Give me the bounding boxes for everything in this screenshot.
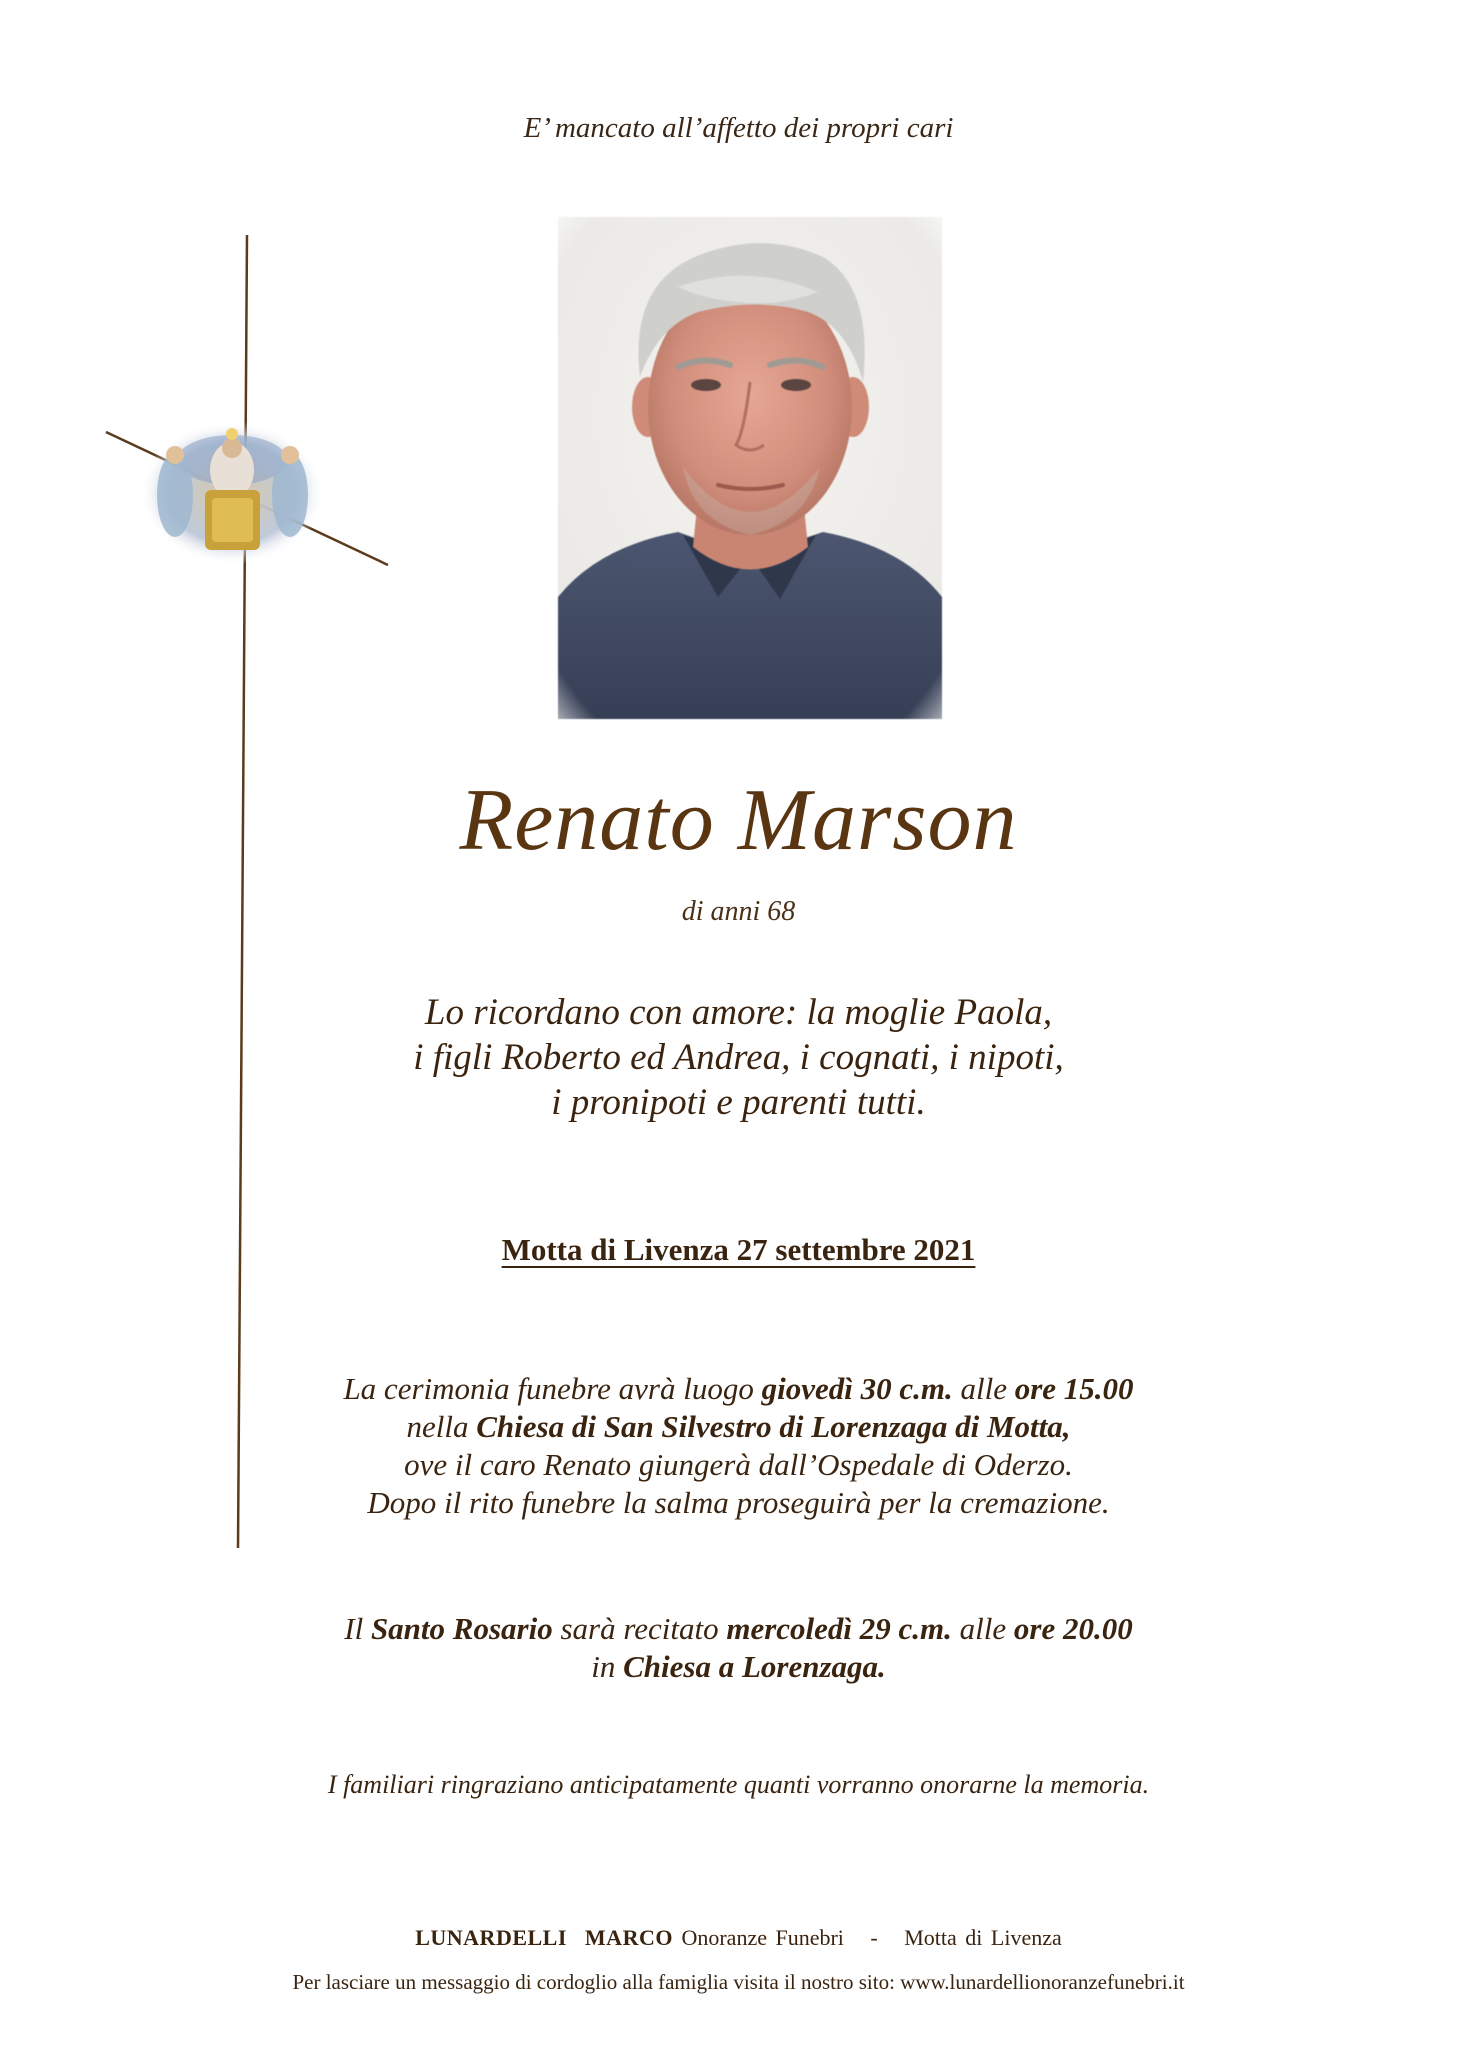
deceased-age: di anni 68 <box>681 896 796 927</box>
place-date-text: Motta di Livenza 27 settembre 2021 <box>501 1232 976 1267</box>
madonna-oval-image <box>140 421 324 565</box>
place-date <box>0 1232 1477 1268</box>
thanks-line: I familiari ringraziano anticipatamente quanti vorranno onorarne la memoria. <box>327 1770 1150 1799</box>
rosary-text: Il <box>344 1611 371 1646</box>
ceremony-line <box>0 1370 1477 1408</box>
ceremony-text: La cerimonia funebre avrà luogo <box>343 1371 762 1406</box>
deceased-name: Renato Marson <box>459 772 1018 869</box>
ceremony-line <box>0 1408 1477 1446</box>
agency-separator: - <box>870 1925 878 1950</box>
rosary-title: Santo Rosario <box>370 1611 553 1646</box>
agency-type: Onoranze Funebri <box>681 1925 844 1950</box>
mourners-line: i pronipoti e parenti tutti. <box>551 1082 926 1123</box>
rosary-text: sarà recitato <box>552 1611 727 1646</box>
mourners-line: i figli Roberto ed Andrea, i cognati, i nipoti, <box>413 1037 1064 1078</box>
rosary-text: in <box>591 1649 624 1684</box>
rosary-info <box>0 1610 1477 1686</box>
ceremony-text: nella <box>406 1409 477 1444</box>
agency-name: LUNARDELLI MARCO <box>415 1925 673 1950</box>
ceremony-text: alle <box>952 1371 1015 1406</box>
ceremony-info <box>0 1370 1477 1522</box>
rosary-text: alle <box>951 1611 1014 1646</box>
intro-line: E’ mancato all’affetto dei propri cari <box>523 112 954 144</box>
ceremony-line: ove il caro Renato giungerà dall’Ospedale di Oderzo. <box>404 1447 1073 1482</box>
rosary-time: ore 20.00 <box>1013 1611 1133 1646</box>
rosary-day: mercoledì 29 c.m. <box>726 1611 952 1646</box>
ceremony-church: Chiesa di San Silvestro di Lorenzaga di Motta, <box>476 1409 1071 1444</box>
footer-agency <box>0 1925 1477 1951</box>
ceremony-time: ore 15.00 <box>1014 1371 1134 1406</box>
agency-town: Motta di Livenza <box>904 1925 1062 1950</box>
ceremony-line: Dopo il rito funebre la salma proseguirà per la cremazione. <box>367 1485 1110 1520</box>
rosary-line <box>0 1648 1477 1686</box>
rosary-line <box>0 1610 1477 1648</box>
rosary-church: Chiesa a Lorenzaga. <box>623 1649 886 1684</box>
mourners-line: Lo ricordano con amore: la moglie Paola, <box>424 992 1053 1033</box>
portrait-photo <box>558 217 942 719</box>
footer-website-message: Per lasciare un messaggio di cordoglio alla famiglia visita il nostro sito: www.lunardellionoranzefunebri.it <box>292 1970 1185 1994</box>
mourners-text <box>0 990 1477 1125</box>
ceremony-day: giovedì 30 c.m. <box>761 1371 953 1406</box>
